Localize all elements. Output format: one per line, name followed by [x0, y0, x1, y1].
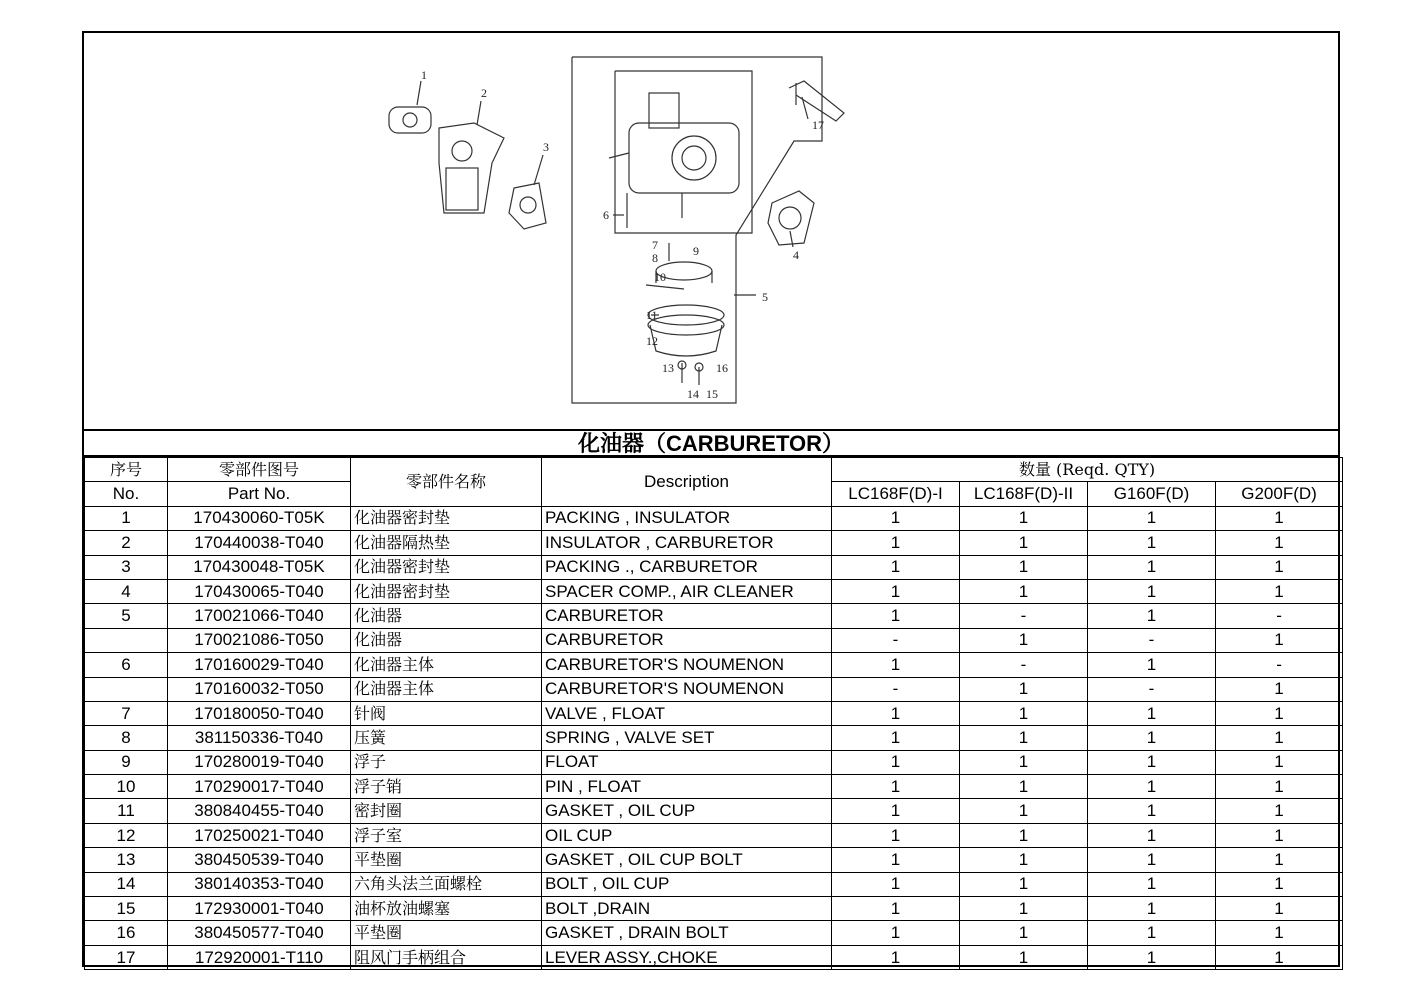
row-part-no: 172930001-T040 — [168, 897, 351, 921]
row-qty: 1 — [832, 945, 960, 969]
row-qty: 1 — [1088, 531, 1216, 555]
part-12-oil-cup — [650, 325, 722, 356]
row-no: 1 — [85, 506, 168, 530]
row-qty: 1 — [960, 750, 1088, 774]
row-qty: 1 — [960, 921, 1088, 945]
row-name-zh: 浮子 — [351, 750, 542, 774]
row-qty: - — [960, 604, 1088, 628]
row-description: PACKING ., CARBURETOR — [542, 555, 832, 579]
row-name-zh: 密封圈 — [351, 799, 542, 823]
callout-number: 5 — [762, 290, 768, 304]
col-model-4: G200F(D) — [1216, 482, 1343, 506]
row-qty: 1 — [1216, 897, 1343, 921]
row-description: GASKET , OIL CUP — [542, 799, 832, 823]
row-description: PACKING , INSULATOR — [542, 506, 832, 530]
row-qty: 1 — [832, 775, 960, 799]
row-part-no: 170430065-T040 — [168, 579, 351, 603]
col-name-zh: 零部件名称 — [351, 458, 542, 507]
row-part-no: 170021066-T040 — [168, 604, 351, 628]
table-row — [85, 579, 1343, 603]
row-qty: 1 — [960, 775, 1088, 799]
row-qty: 1 — [1216, 701, 1343, 725]
table-row — [85, 775, 1343, 799]
row-qty: 1 — [960, 897, 1088, 921]
row-no: 10 — [85, 775, 168, 799]
row-description: OIL CUP — [542, 823, 832, 847]
row-part-no: 170250021-T040 — [168, 823, 351, 847]
row-qty: 1 — [1216, 872, 1343, 896]
row-name-zh: 阻风门手柄组合 — [351, 945, 542, 969]
row-qty: - — [1216, 653, 1343, 677]
callout-number: 17 — [812, 118, 824, 132]
row-no: 15 — [85, 897, 168, 921]
row-no: 12 — [85, 823, 168, 847]
row-description: INSULATOR , CARBURETOR — [542, 531, 832, 555]
row-qty: 1 — [1216, 921, 1343, 945]
row-qty: - — [832, 677, 960, 701]
row-qty: 1 — [1088, 848, 1216, 872]
row-part-no: 170160029-T040 — [168, 653, 351, 677]
row-description: CARBURETOR — [542, 604, 832, 628]
row-qty: 1 — [960, 701, 1088, 725]
table-row — [85, 628, 1343, 652]
callout-number: 15 — [706, 387, 718, 401]
row-qty: 1 — [1088, 897, 1216, 921]
row-name-zh: 化油器密封垫 — [351, 555, 542, 579]
row-description: SPRING , VALVE SET — [542, 726, 832, 750]
row-description: FLOAT — [542, 750, 832, 774]
row-qty: 1 — [1088, 506, 1216, 530]
row-no — [85, 677, 168, 701]
callout-number: 6 — [603, 208, 609, 222]
col-no-zh: 序号 — [85, 458, 168, 482]
part-10-pin — [646, 285, 684, 289]
row-qty: - — [1216, 604, 1343, 628]
table-row — [85, 750, 1343, 774]
row-qty: 1 — [1088, 653, 1216, 677]
row-qty: 1 — [832, 579, 960, 603]
callout-number: 14 — [687, 387, 699, 401]
row-name-zh: 六角头法兰面螺栓 — [351, 872, 542, 896]
row-part-no: 170430048-T05K — [168, 555, 351, 579]
row-part-no: 170280019-T040 — [168, 750, 351, 774]
table-row — [85, 872, 1343, 896]
row-qty: - — [1088, 628, 1216, 652]
table-row — [85, 506, 1343, 530]
row-qty: 1 — [960, 579, 1088, 603]
row-name-zh: 化油器密封垫 — [351, 579, 542, 603]
row-qty: 1 — [1216, 555, 1343, 579]
row-description: CARBURETOR — [542, 628, 832, 652]
row-part-no: 381150336-T040 — [168, 726, 351, 750]
row-no: 5 — [85, 604, 168, 628]
row-qty: 1 — [1216, 506, 1343, 530]
row-part-no: 380140353-T040 — [168, 872, 351, 896]
row-no: 13 — [85, 848, 168, 872]
row-qty: 1 — [1216, 677, 1343, 701]
row-qty: 1 — [1216, 799, 1343, 823]
row-qty: 1 — [832, 897, 960, 921]
row-name-zh: 平垫圈 — [351, 921, 542, 945]
row-qty: 1 — [1088, 823, 1216, 847]
row-qty: 1 — [1216, 628, 1343, 652]
row-qty: 1 — [1088, 750, 1216, 774]
row-qty: - — [1088, 677, 1216, 701]
row-description: CARBURETOR'S NOUMENON — [542, 653, 832, 677]
row-qty: 1 — [832, 848, 960, 872]
row-name-zh: 浮子室 — [351, 823, 542, 847]
row-qty: 1 — [1216, 945, 1343, 969]
row-no: 8 — [85, 726, 168, 750]
table-row — [85, 726, 1343, 750]
callout-number: 2 — [481, 86, 487, 100]
row-qty: 1 — [1216, 775, 1343, 799]
row-no: 6 — [85, 653, 168, 677]
table-row — [85, 823, 1343, 847]
row-qty: 1 — [1088, 945, 1216, 969]
row-name-zh: 化油器隔热垫 — [351, 531, 542, 555]
callout-number: 9 — [693, 244, 699, 258]
row-part-no: 380450539-T040 — [168, 848, 351, 872]
row-name-zh: 化油器 — [351, 628, 542, 652]
callout-number: 13 — [662, 361, 674, 375]
table-row — [85, 921, 1343, 945]
row-part-no: 380450577-T040 — [168, 921, 351, 945]
row-no: 14 — [85, 872, 168, 896]
row-no: 17 — [85, 945, 168, 969]
callout-number: 10 — [654, 270, 666, 284]
row-name-zh: 油杯放油螺塞 — [351, 897, 542, 921]
row-qty: 1 — [832, 750, 960, 774]
row-qty: 1 — [1216, 750, 1343, 774]
row-qty: 1 — [960, 506, 1088, 530]
row-no: 4 — [85, 579, 168, 603]
row-qty: 1 — [960, 677, 1088, 701]
row-part-no: 170440038-T040 — [168, 531, 351, 555]
row-description: BOLT ,DRAIN — [542, 897, 832, 921]
row-part-no: 380840455-T040 — [168, 799, 351, 823]
table-row — [85, 653, 1343, 677]
row-no: 7 — [85, 701, 168, 725]
row-description: SPACER COMP., AIR CLEANER — [542, 579, 832, 603]
row-description: PIN , FLOAT — [542, 775, 832, 799]
col-model-3: G160F(D) — [1088, 482, 1216, 506]
header-row-1 — [85, 458, 1343, 482]
row-description: VALVE , FLOAT — [542, 701, 832, 725]
table-row — [85, 531, 1343, 555]
table-row — [85, 701, 1343, 725]
row-part-no: 172920001-T110 — [168, 945, 351, 969]
row-no: 2 — [85, 531, 168, 555]
row-name-zh: 化油器 — [351, 604, 542, 628]
row-qty: 1 — [960, 726, 1088, 750]
row-qty: 1 — [1088, 726, 1216, 750]
row-qty: 1 — [832, 823, 960, 847]
row-qty: 1 — [1088, 921, 1216, 945]
row-part-no: 170290017-T040 — [168, 775, 351, 799]
row-qty: 1 — [960, 628, 1088, 652]
exploded-diagram — [84, 33, 1338, 429]
row-qty: - — [832, 628, 960, 652]
col-model-2: LC168F(D)-II — [960, 482, 1088, 506]
part-1-gasket — [389, 107, 431, 133]
callout-number: 1 — [421, 68, 427, 82]
col-description: Description — [542, 458, 832, 507]
callout-number: 8 — [652, 251, 658, 265]
row-description: LEVER ASSY.,CHOKE — [542, 945, 832, 969]
row-qty: 1 — [1088, 775, 1216, 799]
part-3-gasket — [509, 183, 546, 229]
row-qty: 1 — [1216, 823, 1343, 847]
row-qty: 1 — [1088, 872, 1216, 896]
row-no: 3 — [85, 555, 168, 579]
row-part-no: 170021086-T050 — [168, 628, 351, 652]
row-name-zh: 针阀 — [351, 701, 542, 725]
assembly-outline — [572, 57, 822, 403]
callout-number: 16 — [716, 361, 728, 375]
row-no: 11 — [85, 799, 168, 823]
callout-number: 11 — [646, 308, 658, 322]
row-name-zh: 化油器主体 — [351, 677, 542, 701]
row-name-zh: 压簧 — [351, 726, 542, 750]
row-qty: 1 — [832, 531, 960, 555]
row-qty: 1 — [832, 653, 960, 677]
row-description: CARBURETOR'S NOUMENON — [542, 677, 832, 701]
row-description: BOLT , OIL CUP — [542, 872, 832, 896]
part-17-lever — [789, 81, 844, 121]
row-qty: 1 — [1088, 555, 1216, 579]
carburetor-drawing — [84, 33, 1338, 429]
row-qty: 1 — [832, 555, 960, 579]
row-qty: 1 — [1088, 604, 1216, 628]
row-qty: 1 — [832, 506, 960, 530]
row-part-no: 170430060-T05K — [168, 506, 351, 530]
row-qty: 1 — [960, 555, 1088, 579]
row-qty: 1 — [832, 799, 960, 823]
row-qty: 1 — [1088, 579, 1216, 603]
row-qty: 1 — [1216, 531, 1343, 555]
col-qty: 数量 (Reqd. QTY) — [832, 458, 1343, 482]
table-row — [85, 897, 1343, 921]
row-qty: 1 — [1216, 848, 1343, 872]
row-qty: 1 — [960, 872, 1088, 896]
row-no: 9 — [85, 750, 168, 774]
row-qty: 1 — [960, 823, 1088, 847]
row-qty: 1 — [832, 872, 960, 896]
col-no-en: No. — [85, 482, 168, 506]
table-row — [85, 799, 1343, 823]
row-qty: 1 — [832, 726, 960, 750]
row-part-no: 170180050-T040 — [168, 701, 351, 725]
row-name-zh: 平垫圈 — [351, 848, 542, 872]
row-qty: 1 — [1216, 579, 1343, 603]
row-name-zh: 化油器密封垫 — [351, 506, 542, 530]
row-no: 16 — [85, 921, 168, 945]
row-qty: 1 — [1088, 701, 1216, 725]
row-qty: 1 — [960, 531, 1088, 555]
carb-body — [629, 123, 739, 193]
callout-number: 4 — [793, 248, 799, 262]
row-no — [85, 628, 168, 652]
table-row — [85, 945, 1343, 969]
row-name-zh: 浮子销 — [351, 775, 542, 799]
callout-labels — [421, 68, 824, 401]
row-qty: 1 — [960, 799, 1088, 823]
col-part-zh: 零部件图号 — [168, 458, 351, 482]
row-part-no: 170160032-T050 — [168, 677, 351, 701]
row-qty: 1 — [832, 921, 960, 945]
col-model-1: LC168F(D)-I — [832, 482, 960, 506]
table-row — [85, 604, 1343, 628]
row-qty: 1 — [960, 945, 1088, 969]
row-qty: 1 — [1088, 799, 1216, 823]
callout-number: 3 — [543, 140, 549, 154]
row-qty: 1 — [1216, 726, 1343, 750]
parts-table — [84, 457, 1343, 970]
table-row — [85, 848, 1343, 872]
page-title: 化油器（CARBURETOR） — [84, 429, 1338, 457]
row-qty: 1 — [832, 604, 960, 628]
row-description: GASKET , OIL CUP BOLT — [542, 848, 832, 872]
row-qty: 1 — [832, 701, 960, 725]
col-part-en: Part No. — [168, 482, 351, 506]
callout-number: 12 — [646, 334, 658, 348]
table-row — [85, 555, 1343, 579]
row-name-zh: 化油器主体 — [351, 653, 542, 677]
callout-number: 7 — [652, 238, 658, 252]
row-qty: 1 — [960, 848, 1088, 872]
parts-sheet — [82, 31, 1340, 967]
row-description: GASKET , DRAIN BOLT — [542, 921, 832, 945]
row-qty: - — [960, 653, 1088, 677]
table-row — [85, 677, 1343, 701]
